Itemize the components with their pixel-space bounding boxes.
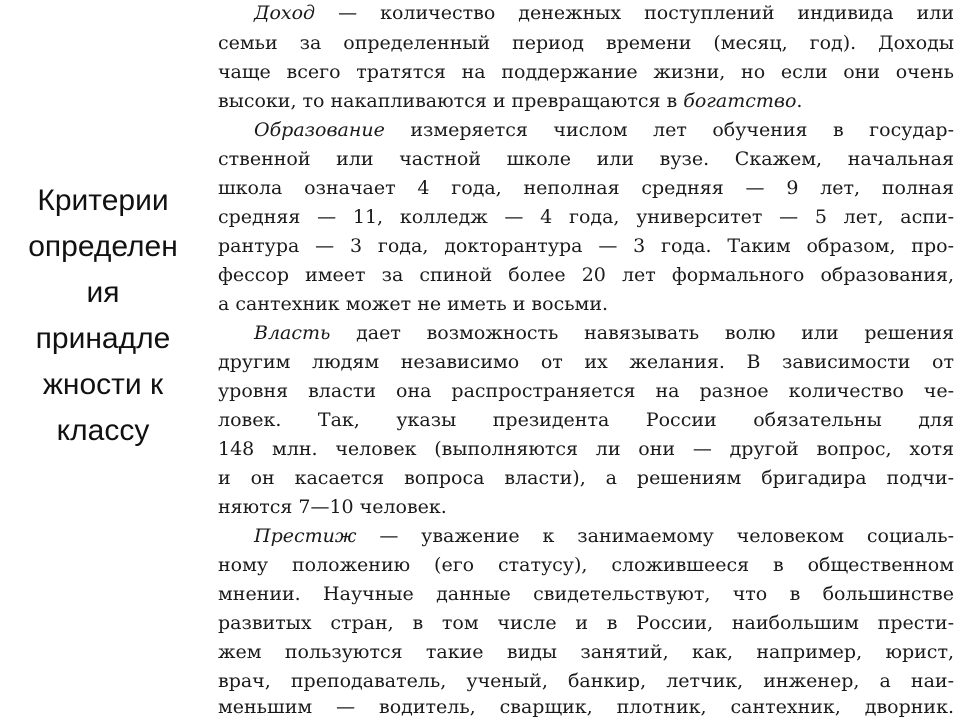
power-paragraph-line [254, 320, 954, 346]
education-paragraph-line: школа означает 4 года, неполная средняя — 9 лет, полная [218, 177, 954, 199]
slide-title-line: ия [86, 276, 120, 309]
text-run: измеряется числом лет обучения в государ- [384, 119, 954, 141]
education-paragraph-line: а сантехник может не иметь и восьми. [218, 293, 609, 315]
income-paragraph-line [254, 0, 954, 26]
income-paragraph-line: чаще всего тратятся на поддержание жизни, но если они очень [218, 61, 954, 83]
text-run: — количество денежных поступлений индивида или [315, 2, 954, 24]
prestige-paragraph-line: врач, преподаватель, ученый, банкир, летчик, инженер, а наи- [218, 670, 954, 692]
power-term: Власть [254, 322, 331, 344]
power-paragraph-line: уровня власти она распространяется на разное количество че- [218, 380, 954, 402]
prestige-paragraph-line: ному положению (его статусу), сложившееся в общественном [218, 554, 954, 576]
prestige-paragraph-line: меньшим — водитель, сварщик, плотник, сантехник, дворник. [218, 696, 954, 718]
income-term: Доход [254, 2, 316, 24]
prestige-paragraph-line: развитых стран, в том числе и в России, наибольшим прести- [218, 612, 954, 634]
education-term: Образование [254, 119, 385, 141]
income-paragraph-line: семьи за определенный период времени (месяц, год). Доходы [218, 32, 954, 54]
text-run: дает возможность навязывать волю или решения [330, 322, 954, 344]
prestige-paragraph-line: жем пользуются такие виды занятий, как, например, юрист, [218, 641, 954, 663]
slide-title-line: жности к [42, 368, 164, 401]
prestige-paragraph-line [254, 523, 954, 549]
slide-title-line: определен [28, 230, 178, 263]
slide-title-line: принадле [35, 322, 171, 355]
power-paragraph-line: 148 млн. человек (выполняются ли они — другой вопрос, хотя [218, 438, 954, 460]
power-paragraph-line: другим людям независимо от их желания. В зависимости от [218, 351, 954, 373]
power-paragraph-line: няются 7—10 человек. [218, 496, 447, 518]
textbook-page [218, 0, 954, 720]
text-run: . [796, 90, 803, 112]
wealth-term: богатство [683, 90, 797, 112]
income-paragraph-line [218, 88, 954, 114]
education-paragraph-line: ственной или частной школе или вузе. Скажем, начальная [218, 148, 954, 170]
education-paragraph-line: рантура — 3 года, докторантура — 3 года. Таким образом, про- [218, 235, 954, 257]
education-paragraph-line: фессор имеет за спиной более 20 лет формального образования, [218, 264, 954, 286]
education-paragraph-line: средняя — 11, колледж — 4 года, университет — 5 лет, аспи- [218, 206, 954, 228]
slide-title [8, 178, 198, 454]
prestige-term: Престиж [254, 525, 357, 547]
slide-title-line: классу [56, 414, 150, 447]
education-paragraph-line [254, 117, 954, 143]
text-run: — уважение к занимаемому человеком социаль- [356, 525, 954, 547]
prestige-paragraph-line: мнении. Научные данные свидетельствуют, что в большинстве [218, 583, 954, 605]
power-paragraph-line: и он касается вопроса власти), а решениям бригадира подчи- [218, 467, 954, 489]
power-paragraph-line: ловек. Так, указы президента России обязательны для [218, 409, 954, 431]
text-run: высоки, то накапливаются и превращаются в [218, 90, 684, 112]
slide-title-line: Критерии [37, 184, 169, 217]
